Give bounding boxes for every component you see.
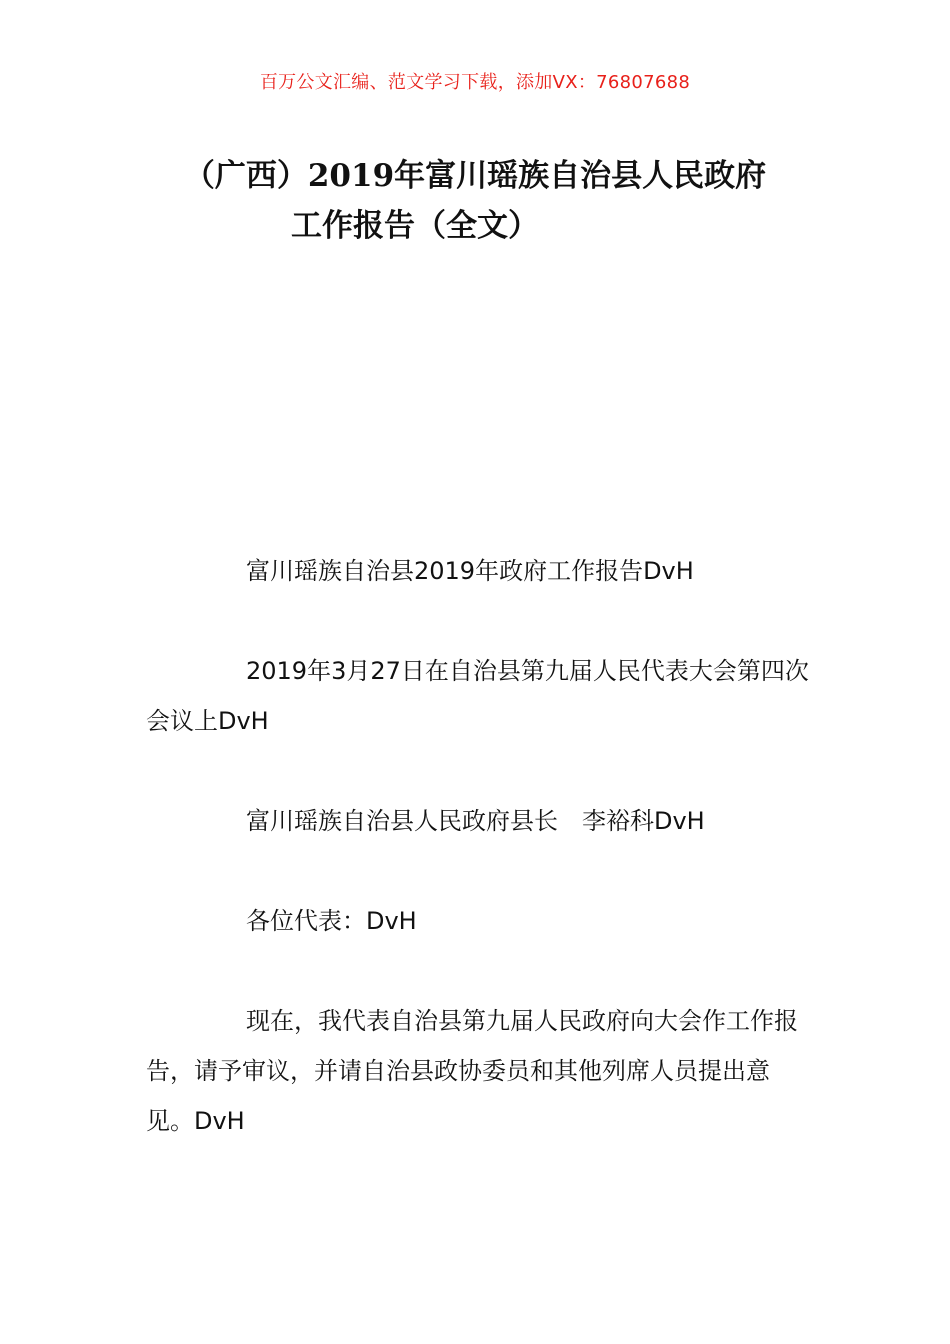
paragraph-report-heading: 富川瑶族自治县2019年政府工作报告DvH: [246, 557, 694, 585]
paragraph-speaker: 富川瑶族自治县人民政府县长 李裕科DvH: [246, 807, 705, 835]
paragraph-opening: 现在，我代表自治县第九届人民政府向大会作工作报告，请予审议，并请自治县政协委员和其他列席人员提出意见。DvH: [146, 1007, 798, 1135]
document-title-line-2: 工作报告（全文）: [291, 208, 539, 244]
paragraph-meeting-date: 2019年3月27日在自治县第九届人民代表大会第四次会议上DvH: [146, 657, 809, 735]
watermark-header-note: 百万公文汇编、范文学习下载，添加VX：76807688: [259, 72, 691, 93]
document-title-line-1: （广西）2019年富川瑶族自治县人民政府: [183, 158, 767, 194]
paragraph-salutation: 各位代表：DvH: [246, 907, 417, 935]
